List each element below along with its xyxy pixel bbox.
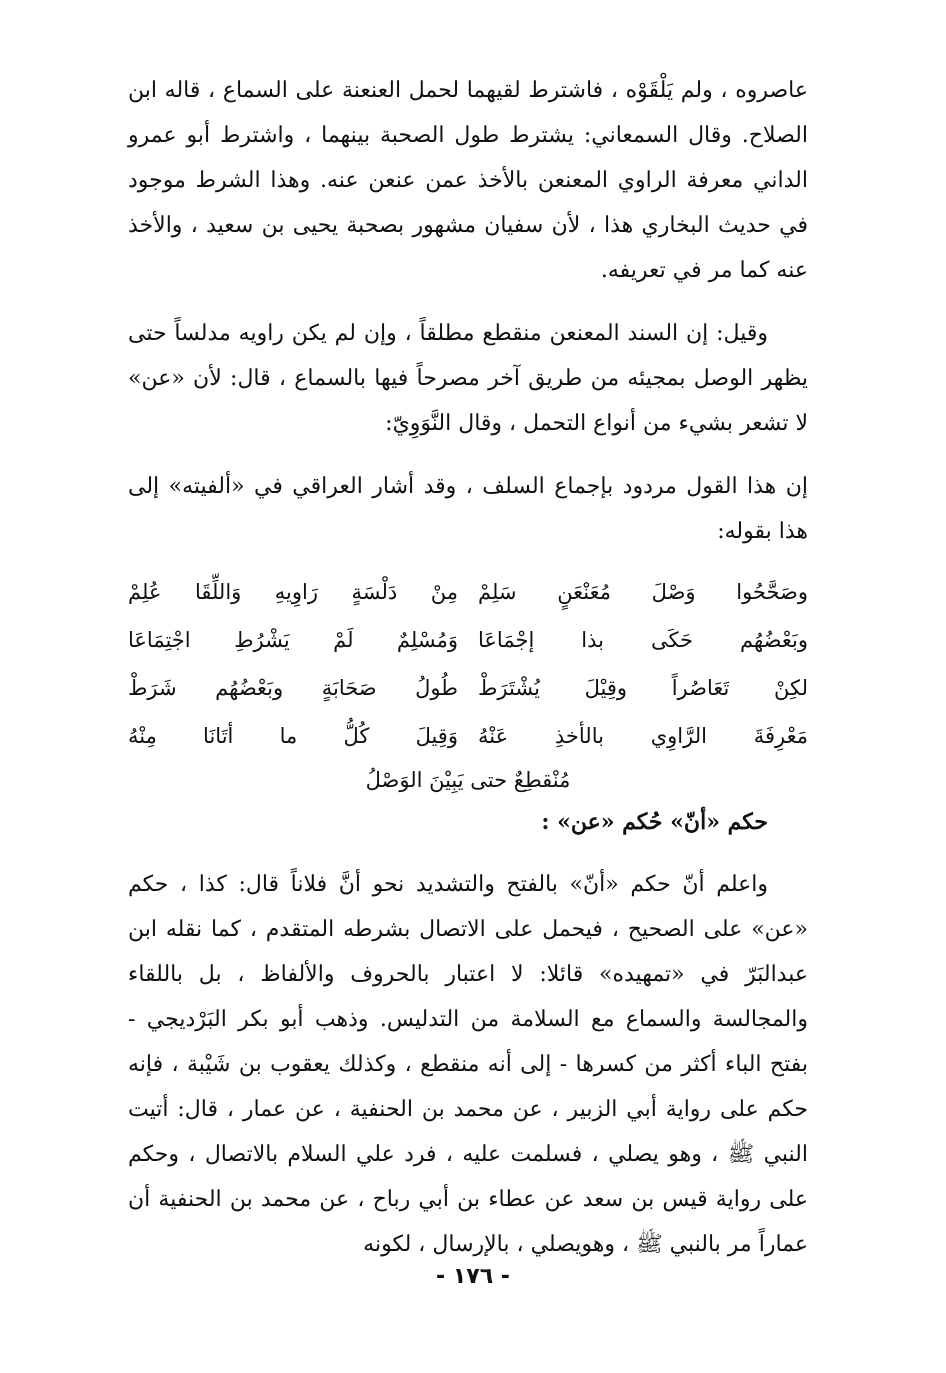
page-number: - ١٧٦ - (436, 1264, 510, 1289)
page-body (128, 68, 808, 1267)
verse-first-hemistich: وبَعْضُهُم حَكَى بذا إجْمَاعَا (478, 628, 808, 652)
poem-verse (128, 712, 808, 760)
paragraph-4: واعلم أنّ حكم «أنّ» بالفتح والتشديد نحو أنَّ فلاناً قال: كذا ، حكم «عن» على الصحيح ، فيحمل على الاتصال بشرطه المتقدم ، كما نقله ابن عبدالبَرّ في «تمهيده» قائلا: لا اعتبار بالحروف والألفاظ ، بل باللقاء والمجالسة والسماع مع السلامة من التدليس. وذهب أبو بكر البَرْديجي - بفتح الباء أكثر من كسرها - إلى أنه منقطع ، وكذلك يعقوب بن شَيْبة ، فإنه حكم على رواية أبي الزبير ، عن محمد بن الحنفية ، عن عمار ، قال: أتيت النبي ﷺ ، وهو يصلي ، فسلمت عليه ، فرد علي السلام بالاتصال ، وحكم على رواية قيس بن سعد عن عطاء بن أبي رباح ، عن محمد بن الحنفية أن عماراً مر بالنبي ﷺ ، وهويصلي ، بالإرسال ، لكونه (128, 872, 808, 1257)
verse-second-hemistich: طُولُ صَحَابَةٍ وبَعْضُهُم شَرَطْ (128, 676, 458, 700)
paragraph-3: إن هذا القول مردود بإجماع السلف ، وقد أشار العراقي في «ألفيته» إلى هذا بقوله: (128, 474, 808, 544)
verse-first-hemistich: لكِنْ تَعَاصُراً وقِيْلَ يُشْتَرَطْ (478, 676, 808, 700)
poem-closing-hemistich: مُنْقطِعٌ حتى يَبِيْنَ الوَصْلُ (365, 768, 571, 792)
paragraph-2: وقيل: إن السند المعنعن منقطع مطلقاً ، وإن لم يكن راويه مدلساً حتى يظهر الوصل بمجيئه من طريق آخر مصرحاً فيها بالسماع ، قال: لأن «عن» لا تشعر بشيء من أنواع التحمل ، وقال النَّوَوِيّ: (128, 321, 808, 436)
section-heading: حكم «أنّ» حُكم «عن» : (541, 809, 768, 835)
poem-block (128, 568, 808, 800)
verse-second-hemistich: وَقِيلَ كُلُّ ما أتَانَا مِنْهُ (128, 724, 458, 748)
poem-verse (128, 568, 808, 616)
verse-first-hemistich: وصَحَّحُوا وَصْلَ مُعَنْعَنٍ سَلِمْ (478, 580, 808, 604)
poem-verse (128, 664, 808, 712)
verse-second-hemistich: وَمُسْلِمٌ لَمْ يَشْرُطِ اجْتِمَاعَا (128, 628, 458, 652)
poem-verse (128, 616, 808, 664)
verse-first-hemistich: مَعْرِفَةَ الرَّاوِي بالأخذِ عَنْهُ (478, 724, 808, 748)
verse-second-hemistich: مِنْ دَلْسَةٍ رَاوِيهِ وَاللِّقَا عُلِمْ (128, 580, 458, 604)
paragraph-1: عاصروه ، ولم يَلْقَوْه ، فاشترط لقيهما لحمل العنعنة على السماع ، قاله ابن الصلاح. وقال السمعاني: يشترط طول الصحبة بينهما ، واشترط أبو عمرو الداني معرفة الراوي المعنعن بالأخذ عمن عنعن عنه. وهذا الشرط موجود في حديث البخاري هذا ، لأن سفيان مشهور بصحبة يحيى بن سعيد ، والأخذ عنه كما مر في تعريفه. (128, 78, 808, 283)
